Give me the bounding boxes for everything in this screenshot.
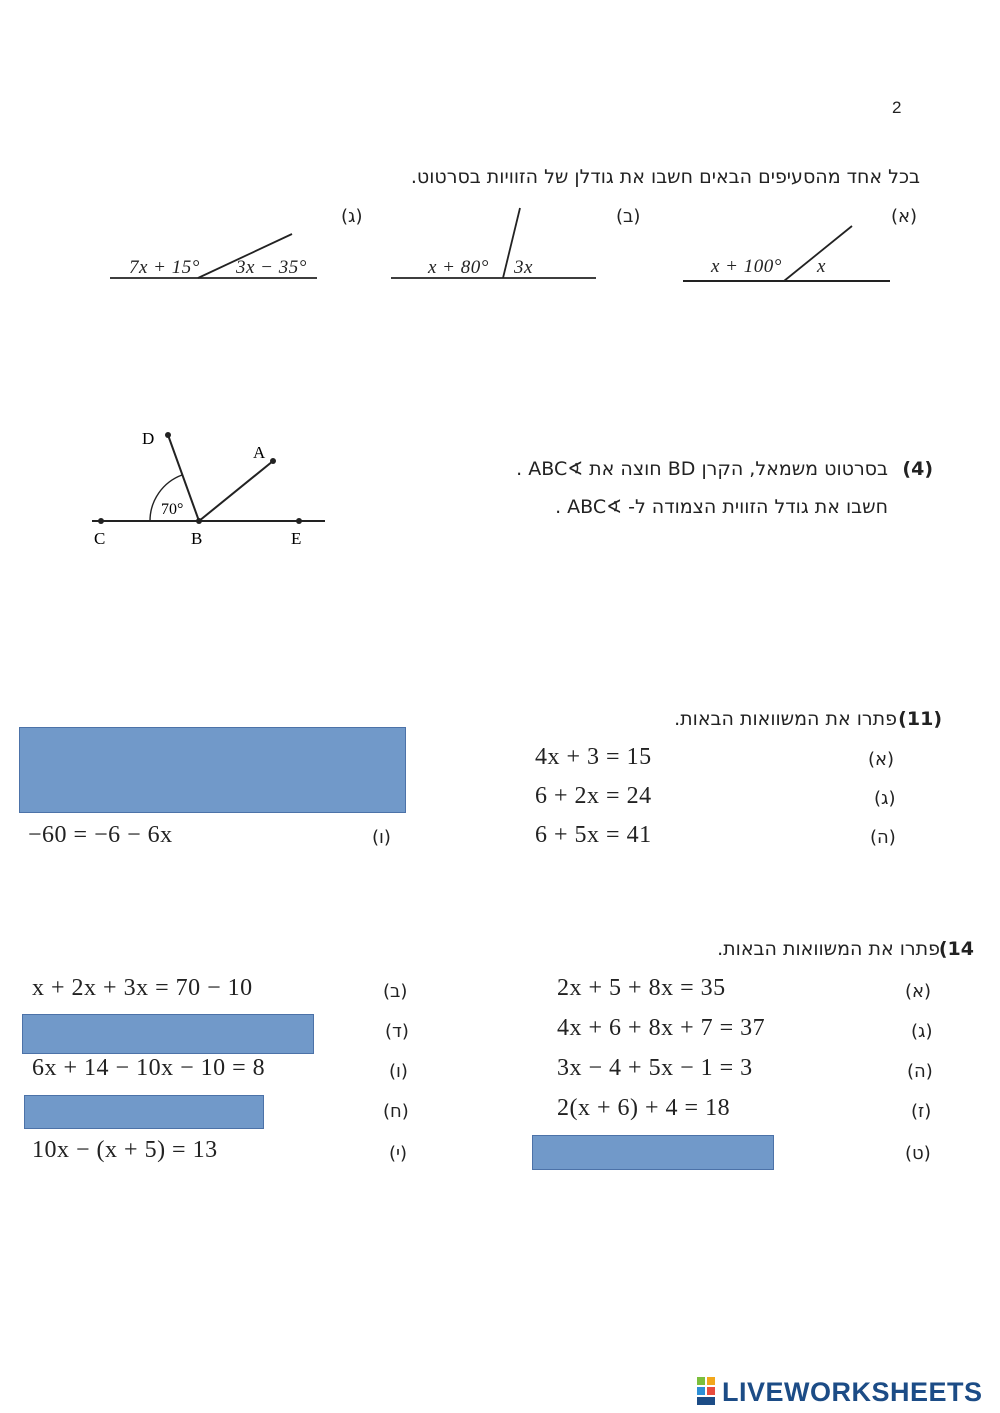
q14-eq-e: 3x − 4 + 5x − 1 = 3 — [557, 1055, 753, 1081]
point-a — [270, 458, 276, 464]
q11-title: פתרו את המשוואות הבאות. — [674, 708, 897, 730]
angle-b-left-expr: x + 80° — [428, 257, 489, 278]
angle-figure-b — [388, 205, 603, 281]
q14-eq-b: x + 2x + 3x = 70 − 10 — [32, 975, 253, 1001]
q14-label-h: (ח) — [383, 1101, 409, 1122]
q14-eq-f: 6x + 14 − 10x − 10 = 8 — [32, 1055, 266, 1081]
angle-a-right-expr: x — [817, 256, 826, 277]
q11-label-c: (ג) — [874, 788, 896, 809]
angle-item-label-a: (א) — [891, 206, 918, 227]
point-c — [98, 518, 104, 524]
q14-label-j: (י) — [389, 1143, 408, 1164]
q14-eq-a: 2x + 5 + 8x = 35 — [557, 975, 726, 1001]
point-e — [296, 518, 302, 524]
page-number: 2 — [892, 98, 902, 117]
label-b: B — [191, 529, 203, 548]
q14-number: 14) — [938, 938, 974, 960]
q14-label-g: (ז) — [911, 1101, 932, 1122]
q11-label-e: (ה) — [870, 827, 896, 848]
angle-label: 70° — [161, 501, 184, 518]
q14-label-a: (א) — [905, 981, 932, 1002]
q4-line1: בסרטוט משמאל, הקרן BD חוצה את ∢ABC . — [516, 458, 888, 480]
q14-eq-c: 4x + 6 + 8x + 7 = 37 — [557, 1015, 766, 1041]
q11-label-a: (א) — [868, 749, 895, 770]
answer-box-q14-h[interactable] — [24, 1095, 264, 1129]
q14-label-i: (ט) — [905, 1143, 931, 1164]
angle-a-left-expr: x + 100° — [711, 256, 782, 277]
angles-instruction: בכל אחד מהסעיפים הבאים חשבו את גודלן של הזוויות בסרטוט. — [410, 166, 920, 188]
q14-eq-g: 2(x + 6) + 4 = 18 — [557, 1095, 731, 1121]
q11-eq-a: 4x + 3 = 15 — [535, 744, 652, 770]
answer-box-q14-d[interactable] — [22, 1014, 314, 1054]
angle-item-label-b: (ב) — [616, 206, 641, 227]
angle-item-label-c: (ג) — [341, 206, 363, 227]
q11-eq-f: −60 = −6 − 6x — [28, 822, 173, 848]
q14-label-f: (ו) — [389, 1061, 408, 1082]
q11-eq-c: 6 + 2x = 24 — [535, 783, 652, 809]
angle-c-left-expr: 7x + 15° — [129, 257, 200, 278]
point-d — [165, 432, 171, 438]
ray-ba — [199, 461, 273, 521]
q14-label-c: (ג) — [911, 1021, 933, 1042]
point-b — [196, 518, 202, 524]
q11-label-f: (ו) — [372, 827, 391, 848]
q4-line2: חשבו את גודל הזווית הצמודה ל- ∢ABC . — [555, 496, 888, 518]
q11-eq-e: 6 + 5x = 41 — [535, 822, 652, 848]
liveworksheets-logo-icon — [697, 1377, 719, 1407]
q14-label-d: (ד) — [385, 1021, 409, 1042]
q14-eq-j: 10x − (x + 5) = 13 — [32, 1137, 218, 1163]
q4-figure — [90, 425, 330, 555]
label-a: A — [253, 443, 266, 462]
answer-box-q11[interactable] — [19, 727, 406, 813]
q4-number: (4) — [902, 458, 933, 480]
label-d: D — [142, 429, 155, 448]
angle-b-right-expr: 3x — [514, 257, 533, 278]
q11-number: (11) — [898, 708, 942, 730]
label-e: E — [291, 529, 302, 548]
q14-title: פתרו את המשוואות הבאות. — [717, 938, 940, 960]
q14-label-b: (ב) — [383, 981, 408, 1002]
label-c: C — [94, 529, 106, 548]
answer-box-q14-i[interactable] — [532, 1135, 774, 1170]
q14-label-e: (ה) — [907, 1061, 933, 1082]
liveworksheets-brand: LIVEWORKSHEETS — [722, 1377, 983, 1407]
angle-c-right-expr: 3x − 35° — [236, 257, 307, 278]
